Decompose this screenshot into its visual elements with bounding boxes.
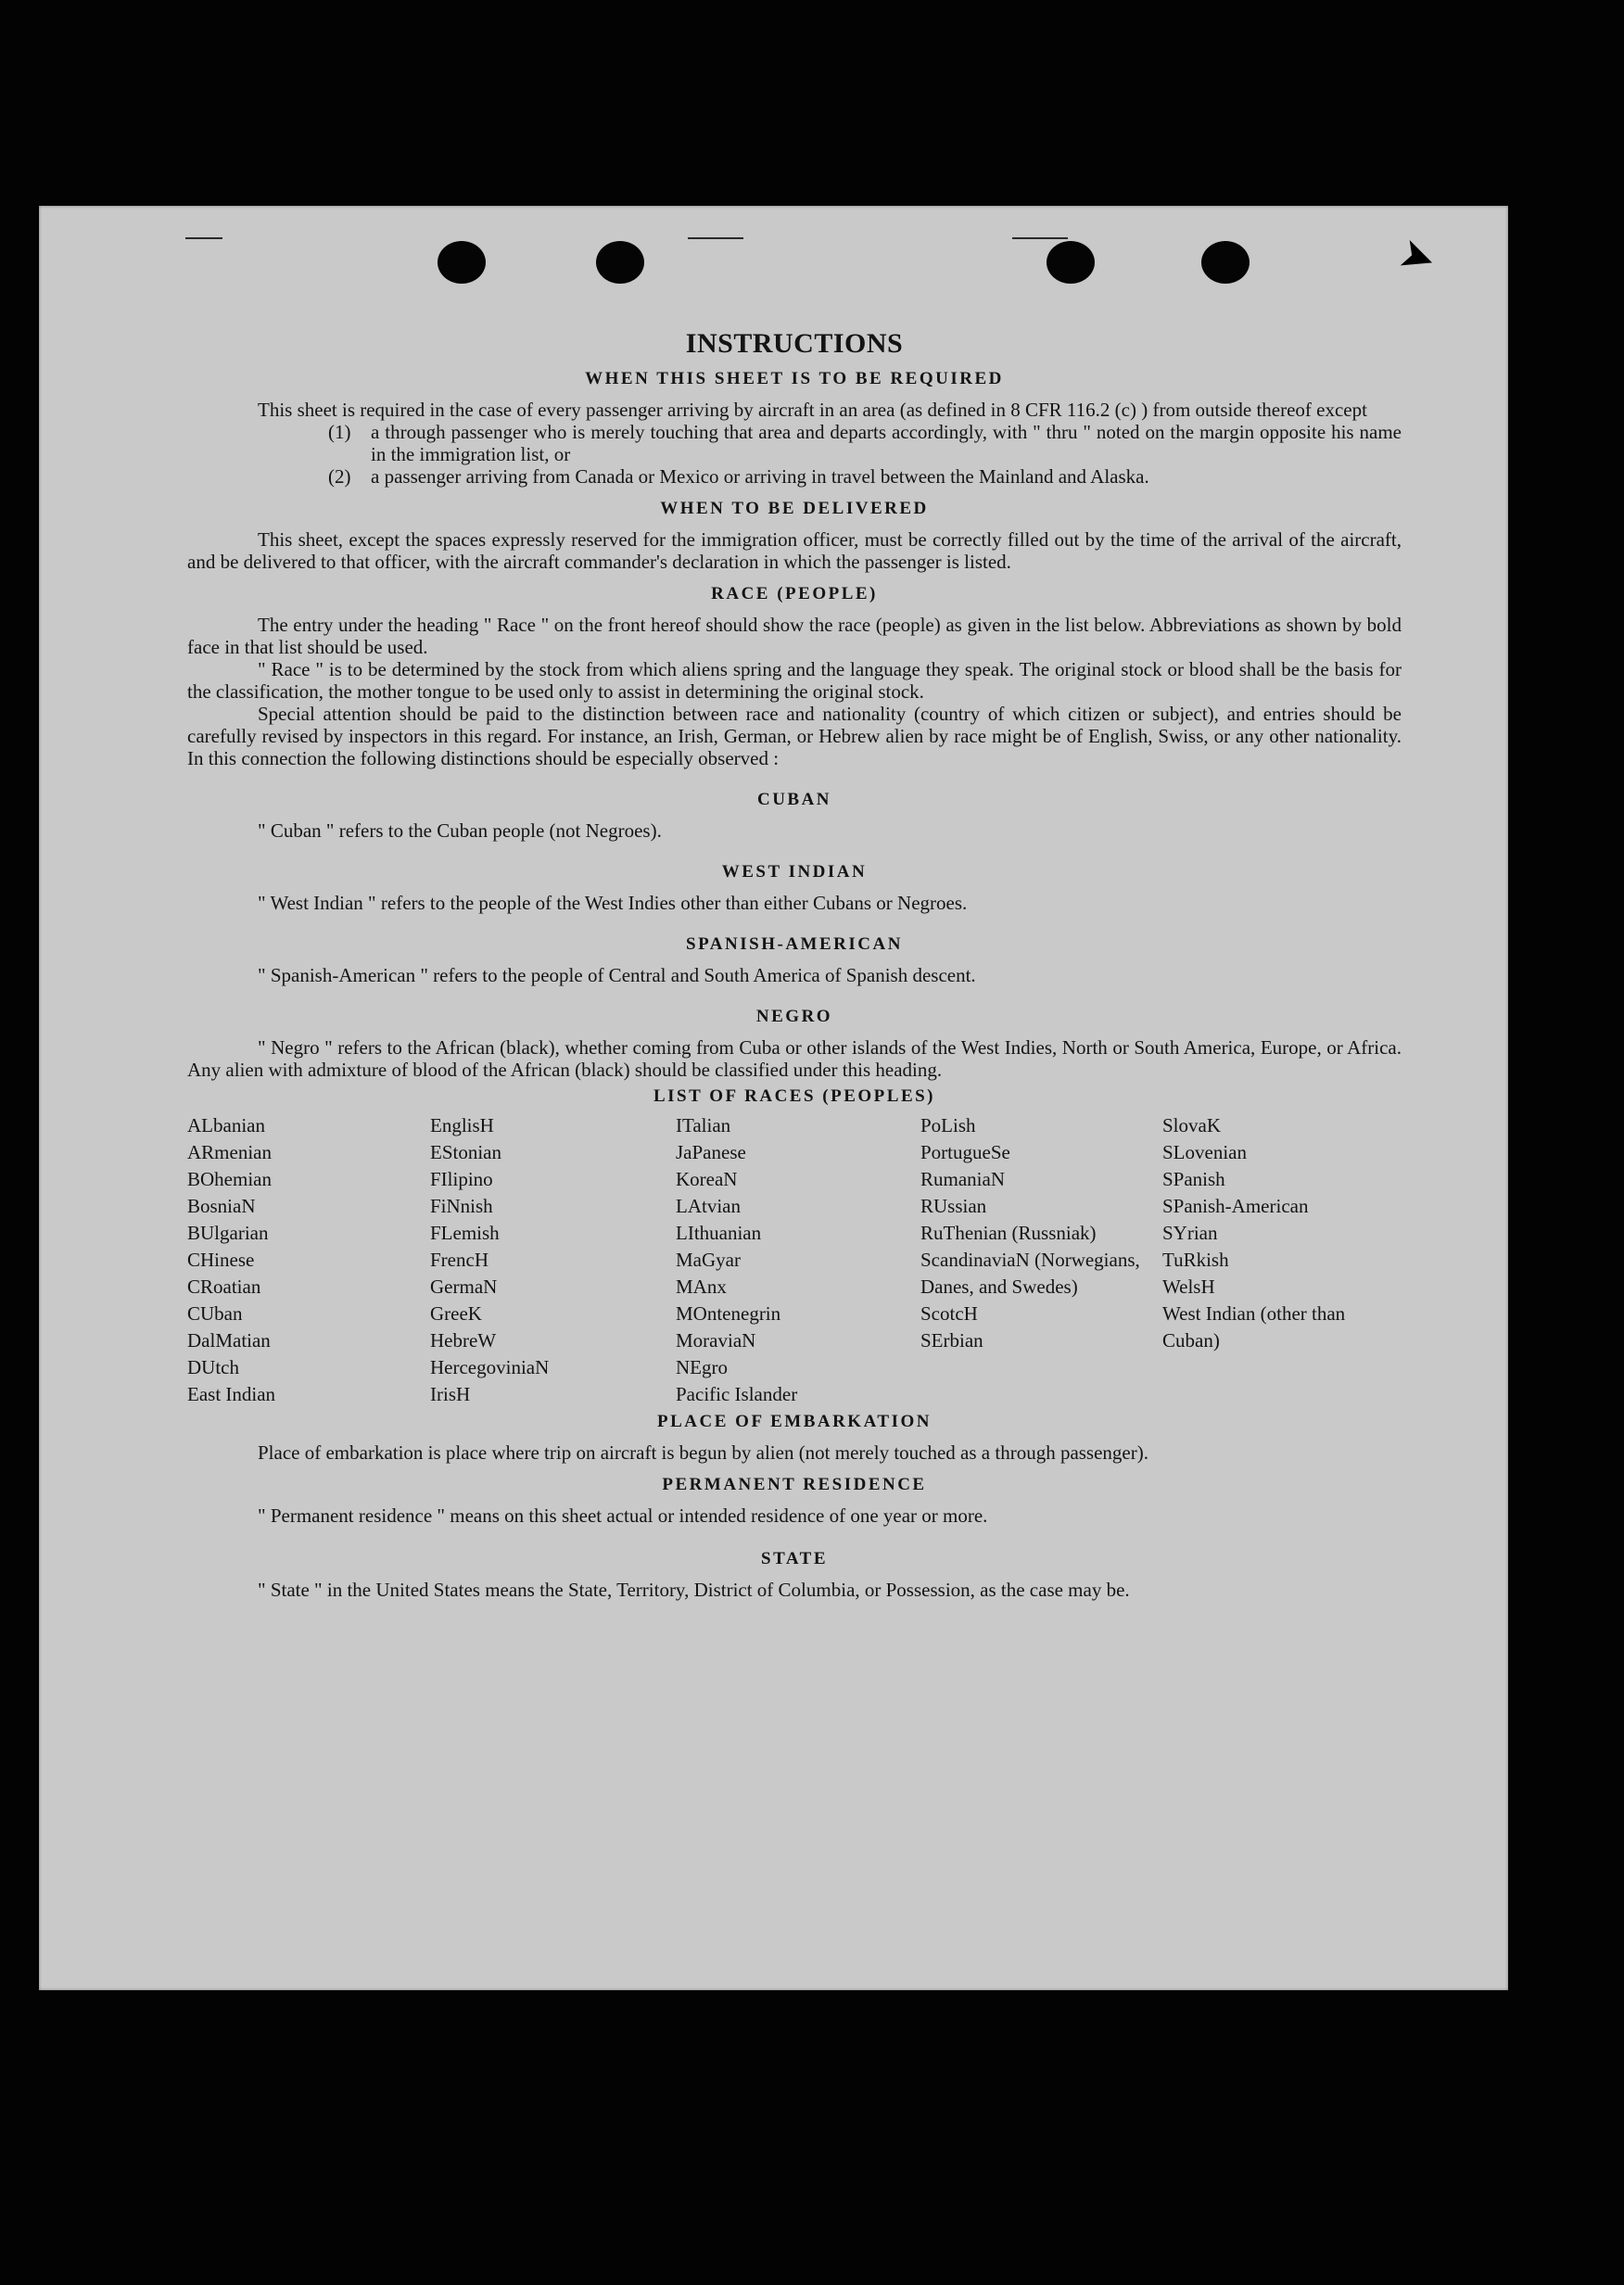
races-column [1162, 1112, 1403, 1408]
race-entry: GermaN [430, 1276, 498, 1298]
races-column [187, 1112, 430, 1408]
section-heading-cuban: CUBAN [756, 790, 832, 809]
race-entry: CHinese [187, 1249, 255, 1271]
race-entry: MOntenegrin [676, 1302, 781, 1325]
section-heading-race: RACE (PEOPLE) [711, 584, 878, 603]
race-entry: West Indian (other than Cuban) [1162, 1302, 1346, 1352]
page-title: INSTRUCTIONS [685, 328, 904, 359]
race-entry: BUlgarian [187, 1222, 269, 1244]
section-heading-embarkation: PLACE OF EMBARKATION [657, 1412, 932, 1431]
race-entry: RumaniaN [920, 1168, 1005, 1190]
state-paragraph: " State " in the United States means the State, Territory, District of Columbia, or Possession, as the case may be. [258, 1579, 1130, 1601]
race-entry: LAtvian [676, 1195, 741, 1217]
race-entry: RUssian [920, 1195, 987, 1217]
section-heading-required: WHEN THIS SHEET IS TO BE REQUIRED [585, 369, 1004, 388]
race-entry: CUban [187, 1302, 243, 1325]
race-entry: SlovaK [1162, 1114, 1221, 1136]
race-entry: FiNnish [430, 1195, 493, 1217]
race-entry: PoLish [920, 1114, 976, 1136]
spanish-american-paragraph: " Spanish-American " refers to the people of Central and South America of Spanish descent. [258, 964, 976, 986]
race-entry: MAnx [676, 1276, 727, 1298]
section-heading-delivered: WHEN TO BE DELIVERED [660, 499, 929, 518]
item-text: a passenger arriving from Canada or Mexico or arriving in travel between the Mainland and Alaska. [371, 465, 1149, 488]
races-column [430, 1112, 676, 1408]
race-entry: EnglisH [430, 1114, 494, 1136]
race-entry: ARmenian [187, 1141, 272, 1163]
race-entry: EStonian [430, 1141, 501, 1163]
races-column [676, 1112, 920, 1408]
corner-ink-mark: ➤ [1393, 227, 1443, 286]
race-entry: Pacific Islander [676, 1383, 798, 1405]
item-text: a through passenger who is merely touching that area and departs accordingly, with " thru " noted on the margin opposite his name in the immigration list, or [371, 421, 1402, 465]
race-paragraph-1: The entry under the heading " Race " on the front hereof should show the race (people) as given in the list below. Abbreviations as shown by bold face in that list should be used. [187, 614, 1402, 658]
race-entry: ALbanian [187, 1114, 265, 1136]
delivered-paragraph: This sheet, except the spaces expressly reserved for the immigration officer, must be correctly filled out by the time of the arrival of the aircraft, and be delivered to that officer, with the aircraft commander's declaration in which the passenger is listed. [187, 528, 1402, 573]
race-entry: GreeK [430, 1302, 482, 1325]
race-entry: DUtch [187, 1356, 239, 1378]
punch-hole [1201, 241, 1250, 284]
races-column [920, 1112, 1162, 1408]
race-entry: BOhemian [187, 1168, 272, 1190]
document-sheet [39, 206, 1508, 1990]
exception-item [328, 421, 1402, 465]
embarkation-paragraph: Place of embarkation is place where trip on aircraft is begun by alien (not merely touched as a through passenger). [258, 1441, 1148, 1464]
residence-paragraph: " Permanent residence " means on this sheet actual or intended residence of one year or more. [258, 1504, 988, 1527]
race-entry: MoraviaN [676, 1329, 756, 1352]
race-entry: CRoatian [187, 1276, 261, 1298]
race-paragraph-3: Special attention should be paid to the distinction between race and nationality (country of which citizen or subject), and entries should be carefully revised by inspectors in this regard. For instance, an Irish, German, or Hebrew alien by race might be of English, Swiss, or any other nationality. In this connection the following distinctions should be especially observed : [187, 703, 1402, 769]
race-entry: SLovenian [1162, 1141, 1247, 1163]
section-heading-residence: PERMANENT RESIDENCE [662, 1475, 927, 1494]
race-entry: ScotcH [920, 1302, 978, 1325]
section-heading-negro: NEGRO [755, 1007, 833, 1026]
race-entry: PortugueSe [920, 1141, 1010, 1163]
item-number: (1) [328, 421, 351, 443]
race-entry: ScandinaviaN (Norwegians, Danes, and Swedes) [920, 1249, 1140, 1298]
section-heading-races-list: LIST OF RACES (PEOPLES) [653, 1086, 936, 1106]
section-heading-state: STATE [761, 1549, 828, 1568]
race-entry: FrencH [430, 1249, 488, 1271]
section-heading-west-indian: WEST INDIAN [721, 862, 868, 882]
required-paragraph: This sheet is required in the case of every passenger arriving by aircraft in an area (as defined in 8 CFR 116.2 (c) ) from outside thereof except [258, 399, 1367, 421]
race-entry: FIlipino [430, 1168, 493, 1190]
race-entry: LIthuanian [676, 1222, 762, 1244]
exception-item [328, 465, 1402, 488]
west-indian-paragraph: " West Indian " refers to the people of the West Indies other than either Cubans or Negroes. [258, 892, 968, 914]
race-entry: NEgro [676, 1356, 728, 1378]
race-entry: ITalian [676, 1114, 731, 1136]
races-list [187, 1112, 1402, 1408]
punch-mark [1012, 237, 1068, 239]
punch-hole [438, 241, 486, 284]
race-entry: BosniaN [187, 1195, 256, 1217]
race-entry: MaGyar [676, 1249, 741, 1271]
negro-paragraph: " Negro " refers to the African (black), whether coming from Cuba or other islands of the West Indies, North or South America, Europe, or Africa. Any alien with admixture of blood of the African (black) should be classified under this heading. [187, 1036, 1402, 1081]
race-entry: SErbian [920, 1329, 983, 1352]
punch-mark [185, 237, 222, 239]
race-entry: East Indian [187, 1383, 276, 1405]
race-entry: DalMatian [187, 1329, 271, 1352]
section-heading-spanish-american: SPANISH-AMERICAN [686, 934, 903, 954]
race-entry: FLemish [430, 1222, 500, 1244]
race-entry: KoreaN [676, 1168, 738, 1190]
race-paragraph-2: " Race " is to be determined by the stock from which aliens spring and the language they speak. The original stock or blood shall be the basis for the classification, the mother tongue to be used only to assist in determining the original stock. [187, 658, 1402, 703]
race-entry: SYrian [1162, 1222, 1218, 1244]
punch-mark [688, 237, 743, 239]
punch-hole [596, 241, 644, 284]
instructions-content [187, 328, 1402, 1601]
punch-hole [1047, 241, 1095, 284]
race-entry: HercegoviniaN [430, 1356, 550, 1378]
race-entry: HebreW [430, 1329, 497, 1352]
race-entry: WelsH [1162, 1276, 1215, 1298]
race-entry: IrisH [430, 1383, 471, 1405]
cuban-paragraph: " Cuban " refers to the Cuban people (not Negroes). [258, 819, 662, 842]
race-entry: TuRkish [1162, 1249, 1229, 1271]
item-number: (2) [328, 465, 351, 488]
race-entry: SPanish-American [1162, 1195, 1309, 1217]
race-entry: SPanish [1162, 1168, 1225, 1190]
race-entry: JaPanese [676, 1141, 746, 1163]
race-entry: RuThenian (Russniak) [920, 1222, 1097, 1244]
